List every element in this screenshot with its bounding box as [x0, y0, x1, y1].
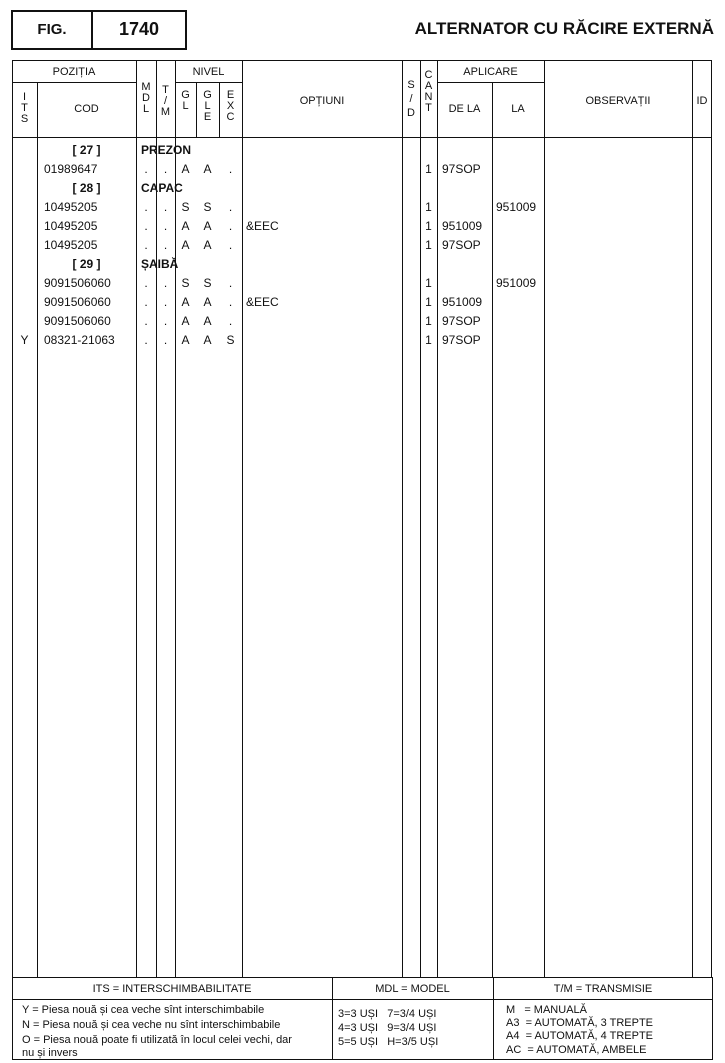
legend-mdl-line: 5=5 UȘI H=3/5 UȘI	[338, 1036, 439, 1048]
col-exc-3: C	[226, 111, 235, 123]
cell-cod: 08321-21063	[44, 333, 115, 347]
cell-gle: S	[203, 200, 212, 214]
cell-cod: 9091506060	[44, 295, 111, 309]
cell-cod: 9091506060	[44, 314, 111, 328]
cell-tm: .	[163, 162, 168, 176]
group-position: [ 29 ]	[72, 257, 101, 271]
cell-cant: 1	[425, 314, 432, 328]
col-gle	[196, 90, 219, 123]
cell-tm: .	[163, 333, 168, 347]
line-optiuni-end	[402, 60, 403, 978]
cell-cod: 10495205	[44, 200, 98, 214]
cell-cant: 1	[425, 276, 432, 290]
col-cant-1: C	[424, 69, 433, 81]
col-sd-2: /	[409, 93, 413, 105]
legend-mdl-title: MDL = MODEL	[375, 983, 450, 995]
line-la	[544, 60, 545, 978]
col-tm-1: T	[162, 84, 169, 96]
col-gl-2: L	[182, 100, 189, 112]
cell-gl: A	[181, 333, 190, 347]
col-cant-3: N	[424, 91, 433, 103]
cell-exc: .	[228, 314, 233, 328]
legend-mdl-line: 4=3 UȘI 9=3/4 UȘI	[338, 1022, 437, 1034]
cell-mdl: .	[144, 162, 148, 176]
legend-mdl-line: 3=3 UȘI 7=3/4 UȘI	[338, 1008, 437, 1020]
cell-cant: 1	[425, 162, 432, 176]
cell-cant: 1	[425, 295, 432, 309]
col-gl-1: G	[181, 89, 190, 101]
cell-tm: .	[163, 238, 168, 252]
group-name: ȘAIBĂ	[141, 257, 179, 271]
legend-its-line: Y = Piesa nouă și cea veche sînt interschimbabile	[22, 1004, 265, 1016]
col-exc	[219, 90, 242, 123]
cell-tm: .	[163, 276, 168, 290]
col-pozitia: POZIȚIA	[52, 66, 96, 78]
col-its-1: I	[22, 91, 27, 103]
cell-de-la: 951009	[442, 295, 483, 309]
legend-its-line: nu și invers	[22, 1047, 78, 1059]
cell-opt: &EEC	[246, 219, 279, 233]
cell-exc: .	[228, 162, 233, 176]
line-obs	[692, 60, 693, 978]
cell-gl: A	[181, 162, 190, 176]
nivel-divider	[175, 82, 242, 83]
cell-la: 951009	[496, 200, 537, 214]
line-dela	[492, 82, 493, 978]
cell-mdl: .	[144, 314, 148, 328]
col-cant-4: T	[425, 102, 432, 114]
col-nivel: NIVEL	[192, 66, 225, 78]
legend-tm-line: A4 = AUTOMATĂ, 4 TREPTE	[506, 1030, 654, 1042]
cell-cant: 1	[425, 238, 432, 252]
col-cod: COD	[74, 103, 99, 115]
cell-gle: A	[203, 333, 212, 347]
cell-mdl: .	[144, 200, 148, 214]
line-nivel-end	[242, 60, 243, 978]
cell-its: Y	[20, 333, 29, 347]
cell-cod: 10495205	[44, 238, 98, 252]
cell-gle: S	[203, 276, 212, 290]
cell-exc: .	[228, 276, 233, 290]
cell-mdl: .	[144, 333, 148, 347]
col-tm	[156, 85, 175, 118]
cell-cod: 10495205	[44, 219, 98, 233]
col-observatii: OBSERVAȚII	[585, 95, 651, 107]
col-mdl	[136, 82, 156, 115]
cell-mdl: .	[144, 295, 148, 309]
cell-mdl: .	[144, 219, 148, 233]
col-mdl-2: D	[142, 92, 150, 104]
cell-exc: .	[228, 295, 233, 309]
cell-gl: S	[181, 200, 190, 214]
header-divider	[12, 137, 712, 138]
cell-tm: .	[163, 219, 168, 233]
group-position: [ 27 ]	[72, 143, 101, 157]
col-gl	[175, 90, 196, 112]
cell-gle: A	[203, 295, 212, 309]
col-its-2: T	[21, 102, 28, 114]
cell-de-la: 97SOP	[442, 314, 481, 328]
col-sd-3: D	[407, 107, 415, 119]
cell-gle: A	[203, 238, 212, 252]
legend-title-divider	[12, 999, 713, 1000]
cell-cant: 1	[425, 219, 432, 233]
cell-exc: .	[228, 238, 233, 252]
cell-cant: 1	[425, 333, 432, 347]
cell-de-la: 97SOP	[442, 162, 481, 176]
cell-exc: .	[228, 219, 233, 233]
cell-gl: A	[181, 295, 190, 309]
cell-exc: S	[226, 333, 235, 347]
legend-its-title: ITS = INTERSCHIMBABILITATE	[92, 983, 252, 995]
cell-gl: A	[181, 238, 190, 252]
col-la: LA	[511, 103, 525, 115]
cell-gle: A	[203, 162, 212, 176]
cell-exc: .	[228, 200, 233, 214]
col-exc-1: E	[226, 89, 235, 101]
legend-its-line: N = Piesa nouă și cea veche nu sînt interschimbabile	[22, 1019, 281, 1031]
legend-tm-line: A3 = AUTOMATĂ, 3 TREPTE	[506, 1017, 654, 1029]
cell-gle: A	[203, 314, 212, 328]
fig-label: FIG.	[37, 21, 67, 38]
group-name: PREZON	[141, 143, 192, 157]
col-its-3: S	[20, 113, 29, 125]
legend-tm-line: M = MANUALĂ	[506, 1004, 587, 1016]
col-cant	[420, 70, 437, 114]
cell-gl: A	[181, 314, 190, 328]
cell-gl: A	[181, 219, 190, 233]
cell-de-la: 97SOP	[442, 238, 481, 252]
cell-opt: &EEC	[246, 295, 279, 309]
group-name: CAPAC	[141, 181, 183, 195]
col-mdl-1: M	[141, 81, 151, 93]
col-gle-3: E	[203, 111, 212, 123]
col-tm-2: /	[163, 95, 168, 107]
cell-gl: S	[181, 276, 190, 290]
col-sd	[402, 80, 420, 119]
col-gle-1: G	[203, 89, 212, 101]
cell-cod: 9091506060	[44, 276, 111, 290]
cell-cant: 1	[425, 200, 432, 214]
cell-mdl: .	[144, 238, 148, 252]
col-cant-2: A	[424, 80, 433, 92]
cell-de-la: 97SOP	[442, 333, 481, 347]
legend-tm-line: AC = AUTOMATĂ, AMBELE	[506, 1044, 647, 1056]
col-sd-1: S	[407, 79, 415, 91]
col-tm-3: M	[160, 106, 171, 118]
col-mdl-3: L	[142, 103, 150, 115]
cell-cod: 01989647	[44, 162, 98, 176]
line-cant	[437, 60, 438, 978]
col-exc-2: X	[226, 100, 235, 112]
col-gle-2: L	[204, 100, 211, 112]
line-its	[37, 82, 38, 978]
col-optiuni: OPȚIUNI	[299, 95, 345, 107]
col-id: ID	[696, 95, 708, 107]
aplicare-divider	[437, 82, 544, 83]
legend-its-line: O = Piesa nouă poate fi utilizată în locul celei vechi, dar	[22, 1034, 292, 1046]
legend-tm-title: T/M = TRANSMISIE	[553, 983, 653, 995]
cell-mdl: .	[144, 276, 148, 290]
group-position: [ 28 ]	[72, 181, 101, 195]
fig-number: 1740	[118, 19, 160, 39]
cell-tm: .	[163, 314, 168, 328]
cell-tm: .	[163, 200, 168, 214]
col-aplicare: APLICARE	[463, 66, 518, 78]
pozitia-divider	[12, 82, 136, 83]
page-title: ALTERNATOR CU RĂCIRE EXTERNĂ	[414, 19, 714, 38]
cell-tm: .	[163, 295, 168, 309]
col-de-la: DE LA	[448, 103, 481, 115]
cell-de-la: 951009	[442, 219, 483, 233]
col-its	[12, 92, 37, 125]
cell-gle: A	[203, 219, 212, 233]
cell-la: 951009	[496, 276, 537, 290]
